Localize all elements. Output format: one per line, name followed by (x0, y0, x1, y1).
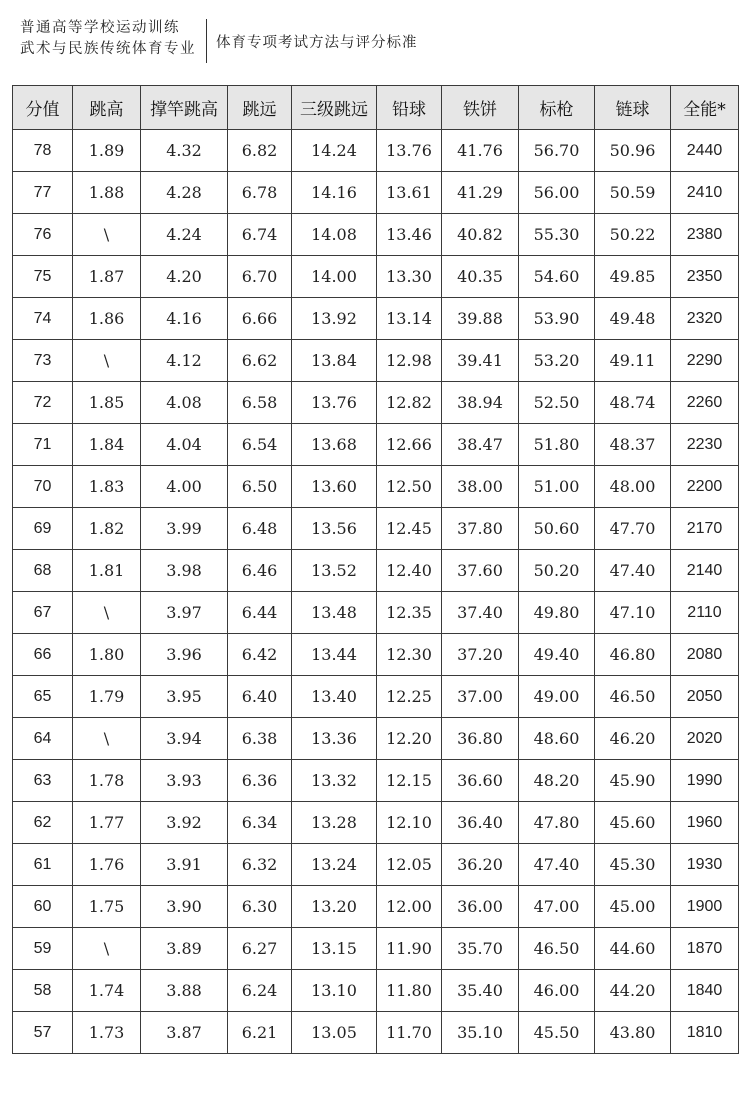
table-cell: 13.92 (292, 298, 377, 340)
column-header: 分值 (13, 86, 73, 130)
table-cell: 1.78 (73, 760, 141, 802)
column-header: 铁饼 (442, 86, 519, 130)
table-cell: 2200 (671, 466, 739, 508)
table-cell: 13.40 (292, 676, 377, 718)
table-cell: 3.94 (141, 718, 228, 760)
table-cell: 39.41 (442, 340, 519, 382)
table-cell: 64 (13, 718, 73, 760)
table-row (13, 508, 739, 550)
table-cell: 12.20 (377, 718, 442, 760)
table-cell: \ (73, 928, 141, 970)
table-cell: 48.60 (519, 718, 595, 760)
table-cell: 3.96 (141, 634, 228, 676)
header-institution (20, 18, 196, 60)
table-cell: 2260 (671, 382, 739, 424)
table-cell: 47.80 (519, 802, 595, 844)
table-cell: 37.80 (442, 508, 519, 550)
table-cell: 13.52 (292, 550, 377, 592)
table-cell: 2320 (671, 298, 739, 340)
table-cell: 44.60 (595, 928, 671, 970)
table-cell: 1.75 (73, 886, 141, 928)
column-header: 跳高 (73, 86, 141, 130)
table-cell: 13.10 (292, 970, 377, 1012)
table-cell: 35.70 (442, 928, 519, 970)
table-cell: 1.86 (73, 298, 141, 340)
table-cell: 6.38 (228, 718, 292, 760)
table-cell: 6.36 (228, 760, 292, 802)
table-cell: 51.80 (519, 424, 595, 466)
table-cell: 12.82 (377, 382, 442, 424)
table-cell: \ (73, 592, 141, 634)
table-cell: 35.40 (442, 970, 519, 1012)
table-cell: 56.00 (519, 172, 595, 214)
table-cell: 13.36 (292, 718, 377, 760)
header-document-title: 体育专项考试方法与评分标准 (216, 35, 418, 51)
table-cell: 51.00 (519, 466, 595, 508)
table-cell: 2440 (671, 130, 739, 172)
table-cell: 38.47 (442, 424, 519, 466)
table-cell: 41.29 (442, 172, 519, 214)
table-row (13, 1012, 739, 1054)
table-cell: 6.30 (228, 886, 292, 928)
table-cell: 3.99 (141, 508, 228, 550)
table-cell: 66 (13, 634, 73, 676)
table-cell: 45.00 (595, 886, 671, 928)
table-cell: 3.95 (141, 676, 228, 718)
table-cell: 36.20 (442, 844, 519, 886)
table-row (13, 760, 739, 802)
table-cell: 50.59 (595, 172, 671, 214)
table-cell: 4.00 (141, 466, 228, 508)
table-cell: 35.10 (442, 1012, 519, 1054)
table-row (13, 970, 739, 1012)
table-cell: 13.14 (377, 298, 442, 340)
table-cell: 48.74 (595, 382, 671, 424)
table-row (13, 172, 739, 214)
table-cell: 49.00 (519, 676, 595, 718)
table-cell: 46.00 (519, 970, 595, 1012)
table-row (13, 298, 739, 340)
table-cell: 6.82 (228, 130, 292, 172)
column-header: 铅球 (377, 86, 442, 130)
table-row (13, 550, 739, 592)
table-cell: 6.66 (228, 298, 292, 340)
table-cell: 1.73 (73, 1012, 141, 1054)
table-cell: 12.35 (377, 592, 442, 634)
table-cell: 37.60 (442, 550, 519, 592)
table-cell: 65 (13, 676, 73, 718)
table-cell: 55.30 (519, 214, 595, 256)
table-cell: 13.76 (377, 130, 442, 172)
table-cell: 13.05 (292, 1012, 377, 1054)
table-cell: 47.40 (519, 844, 595, 886)
table-cell: 58 (13, 970, 73, 1012)
table-cell: 75 (13, 256, 73, 298)
table-cell: 69 (13, 508, 73, 550)
table-cell: 2170 (671, 508, 739, 550)
column-header: 标枪 (519, 86, 595, 130)
table-cell: 45.50 (519, 1012, 595, 1054)
table-cell: 1960 (671, 802, 739, 844)
table-cell: 12.98 (377, 340, 442, 382)
table-row (13, 718, 739, 760)
table-cell: 6.44 (228, 592, 292, 634)
table-row (13, 928, 739, 970)
table-cell: 1840 (671, 970, 739, 1012)
table-cell: 74 (13, 298, 73, 340)
table-cell: 6.78 (228, 172, 292, 214)
table-cell: 57 (13, 1012, 73, 1054)
table-row (13, 256, 739, 298)
table-row (13, 130, 739, 172)
table-row (13, 634, 739, 676)
table-cell: 36.60 (442, 760, 519, 802)
table-cell: 37.40 (442, 592, 519, 634)
table-cell: 53.20 (519, 340, 595, 382)
table-cell: 1.87 (73, 256, 141, 298)
table-cell: 70 (13, 466, 73, 508)
table-cell: 6.62 (228, 340, 292, 382)
table-cell: 13.28 (292, 802, 377, 844)
table-cell: 48.00 (595, 466, 671, 508)
table-cell: 36.80 (442, 718, 519, 760)
table-cell: 13.76 (292, 382, 377, 424)
table-cell: 6.42 (228, 634, 292, 676)
table-cell: 14.24 (292, 130, 377, 172)
table-cell: 43.80 (595, 1012, 671, 1054)
table-cell: 12.66 (377, 424, 442, 466)
table-row (13, 424, 739, 466)
table-header-row (13, 86, 739, 130)
table-cell: 13.61 (377, 172, 442, 214)
table-row (13, 802, 739, 844)
table-cell: 3.88 (141, 970, 228, 1012)
table-cell: 6.48 (228, 508, 292, 550)
table-cell: 49.11 (595, 340, 671, 382)
table-cell: 3.91 (141, 844, 228, 886)
table-cell: 50.20 (519, 550, 595, 592)
table-cell: 50.96 (595, 130, 671, 172)
table-cell: 13.56 (292, 508, 377, 550)
table-cell: 47.70 (595, 508, 671, 550)
table-cell: 13.48 (292, 592, 377, 634)
table-cell: 12.45 (377, 508, 442, 550)
column-header: 撑竿跳高 (141, 86, 228, 130)
table-cell: 2110 (671, 592, 739, 634)
table-cell: 12.15 (377, 760, 442, 802)
table-cell: 6.32 (228, 844, 292, 886)
table-cell: 77 (13, 172, 73, 214)
table-cell: 6.24 (228, 970, 292, 1012)
table-cell: 49.40 (519, 634, 595, 676)
table-cell: 2410 (671, 172, 739, 214)
table-cell: 4.04 (141, 424, 228, 466)
table-cell: 76 (13, 214, 73, 256)
table-cell: 1990 (671, 760, 739, 802)
table-cell: 6.27 (228, 928, 292, 970)
table-cell: 13.44 (292, 634, 377, 676)
table-cell: 1870 (671, 928, 739, 970)
table-cell: 3.97 (141, 592, 228, 634)
table-cell: 4.20 (141, 256, 228, 298)
table-cell: 4.12 (141, 340, 228, 382)
table-cell: 6.21 (228, 1012, 292, 1054)
table-cell: 73 (13, 340, 73, 382)
table-cell: 52.50 (519, 382, 595, 424)
table-row (13, 844, 739, 886)
table-cell: 45.30 (595, 844, 671, 886)
table-cell: 47.10 (595, 592, 671, 634)
table-cell: 13.15 (292, 928, 377, 970)
header-line-1: 普通高等学校运动训练 (20, 20, 180, 36)
table-cell: 72 (13, 382, 73, 424)
table-cell: 46.80 (595, 634, 671, 676)
table-cell: 2140 (671, 550, 739, 592)
table-cell: 36.00 (442, 886, 519, 928)
table-cell: 12.05 (377, 844, 442, 886)
table-cell: 6.46 (228, 550, 292, 592)
table-cell: 1.80 (73, 634, 141, 676)
table-cell: 3.92 (141, 802, 228, 844)
table-cell: 4.24 (141, 214, 228, 256)
table-cell: 12.50 (377, 466, 442, 508)
table-cell: 62 (13, 802, 73, 844)
table-cell: 1.85 (73, 382, 141, 424)
table-cell: 50.22 (595, 214, 671, 256)
table-cell: 78 (13, 130, 73, 172)
table-cell: 38.00 (442, 466, 519, 508)
table-cell: 1.74 (73, 970, 141, 1012)
table-cell: 1.77 (73, 802, 141, 844)
table-cell: 45.60 (595, 802, 671, 844)
table-cell: 44.20 (595, 970, 671, 1012)
table-cell: 2230 (671, 424, 739, 466)
table-cell: 13.68 (292, 424, 377, 466)
table-cell: 40.82 (442, 214, 519, 256)
table-cell: 13.84 (292, 340, 377, 382)
table-cell: 45.90 (595, 760, 671, 802)
table-cell: 68 (13, 550, 73, 592)
scoring-table (12, 85, 739, 1054)
table-cell: 39.88 (442, 298, 519, 340)
table-cell: 14.08 (292, 214, 377, 256)
table-cell: 6.54 (228, 424, 292, 466)
table-cell: 13.20 (292, 886, 377, 928)
table-cell: 47.00 (519, 886, 595, 928)
table-cell: 1.79 (73, 676, 141, 718)
column-header: 全能* (671, 86, 739, 130)
table-row (13, 214, 739, 256)
table-cell: \ (73, 340, 141, 382)
table-cell: 67 (13, 592, 73, 634)
table-cell: 2350 (671, 256, 739, 298)
table-cell: 11.70 (377, 1012, 442, 1054)
table-cell: 46.50 (519, 928, 595, 970)
table-cell: 60 (13, 886, 73, 928)
table-cell: 61 (13, 844, 73, 886)
table-row (13, 676, 739, 718)
table-cell: 59 (13, 928, 73, 970)
table-row (13, 592, 739, 634)
table-cell: 13.32 (292, 760, 377, 802)
table-cell: 1.83 (73, 466, 141, 508)
table-cell: 1810 (671, 1012, 739, 1054)
table-cell: 48.37 (595, 424, 671, 466)
table-cell: 2020 (671, 718, 739, 760)
table-cell: 6.74 (228, 214, 292, 256)
table-cell: 12.40 (377, 550, 442, 592)
table-cell: 4.16 (141, 298, 228, 340)
table-cell: \ (73, 718, 141, 760)
table-cell: 3.89 (141, 928, 228, 970)
table-row (13, 886, 739, 928)
table-cell: 6.34 (228, 802, 292, 844)
table-cell: 49.85 (595, 256, 671, 298)
table-cell: 13.46 (377, 214, 442, 256)
table-cell: 3.90 (141, 886, 228, 928)
table-cell: 3.93 (141, 760, 228, 802)
table-cell: 54.60 (519, 256, 595, 298)
table-cell: 1.84 (73, 424, 141, 466)
table-cell: \ (73, 214, 141, 256)
table-cell: 41.76 (442, 130, 519, 172)
table-cell: 4.08 (141, 382, 228, 424)
table-cell: 49.48 (595, 298, 671, 340)
table-cell: 50.60 (519, 508, 595, 550)
table-cell: 1.89 (73, 130, 141, 172)
table-cell: 13.30 (377, 256, 442, 298)
column-header: 跳远 (228, 86, 292, 130)
page-header (20, 18, 730, 66)
table-cell: 4.32 (141, 130, 228, 172)
table-cell: 37.00 (442, 676, 519, 718)
table-cell: 46.50 (595, 676, 671, 718)
table-cell: 2380 (671, 214, 739, 256)
column-header: 三级跳远 (292, 86, 377, 130)
table-cell: 12.25 (377, 676, 442, 718)
table-cell: 1.81 (73, 550, 141, 592)
table-cell: 1.88 (73, 172, 141, 214)
table-row (13, 466, 739, 508)
table-cell: 37.20 (442, 634, 519, 676)
table-cell: 56.70 (519, 130, 595, 172)
table-body (13, 130, 739, 1054)
table-cell: 6.40 (228, 676, 292, 718)
table-cell: 14.00 (292, 256, 377, 298)
table-cell: 1900 (671, 886, 739, 928)
table-cell: 1.82 (73, 508, 141, 550)
table-cell: 2080 (671, 634, 739, 676)
table-cell: 12.10 (377, 802, 442, 844)
table-cell: 40.35 (442, 256, 519, 298)
table-cell: 53.90 (519, 298, 595, 340)
table-cell: 63 (13, 760, 73, 802)
table-cell: 12.30 (377, 634, 442, 676)
table-cell: 47.40 (595, 550, 671, 592)
table-cell: 2050 (671, 676, 739, 718)
table-cell: 11.90 (377, 928, 442, 970)
table-cell: 71 (13, 424, 73, 466)
table-row (13, 382, 739, 424)
header-divider (206, 19, 207, 63)
table-cell: 3.98 (141, 550, 228, 592)
table-cell: 49.80 (519, 592, 595, 634)
column-header: 链球 (595, 86, 671, 130)
table-cell: 11.80 (377, 970, 442, 1012)
table-cell: 2290 (671, 340, 739, 382)
table-cell: 36.40 (442, 802, 519, 844)
table-cell: 6.70 (228, 256, 292, 298)
table-cell: 13.24 (292, 844, 377, 886)
table-cell: 1930 (671, 844, 739, 886)
header-line-2: 武术与民族传统体育专业 (20, 41, 196, 57)
table-cell: 13.60 (292, 466, 377, 508)
table-row (13, 340, 739, 382)
table-cell: 12.00 (377, 886, 442, 928)
table-cell: 48.20 (519, 760, 595, 802)
table-cell: 14.16 (292, 172, 377, 214)
table-cell: 46.20 (595, 718, 671, 760)
table-cell: 38.94 (442, 382, 519, 424)
table-cell: 1.76 (73, 844, 141, 886)
table-cell: 4.28 (141, 172, 228, 214)
table-cell: 6.58 (228, 382, 292, 424)
table-cell: 6.50 (228, 466, 292, 508)
table-cell: 3.87 (141, 1012, 228, 1054)
